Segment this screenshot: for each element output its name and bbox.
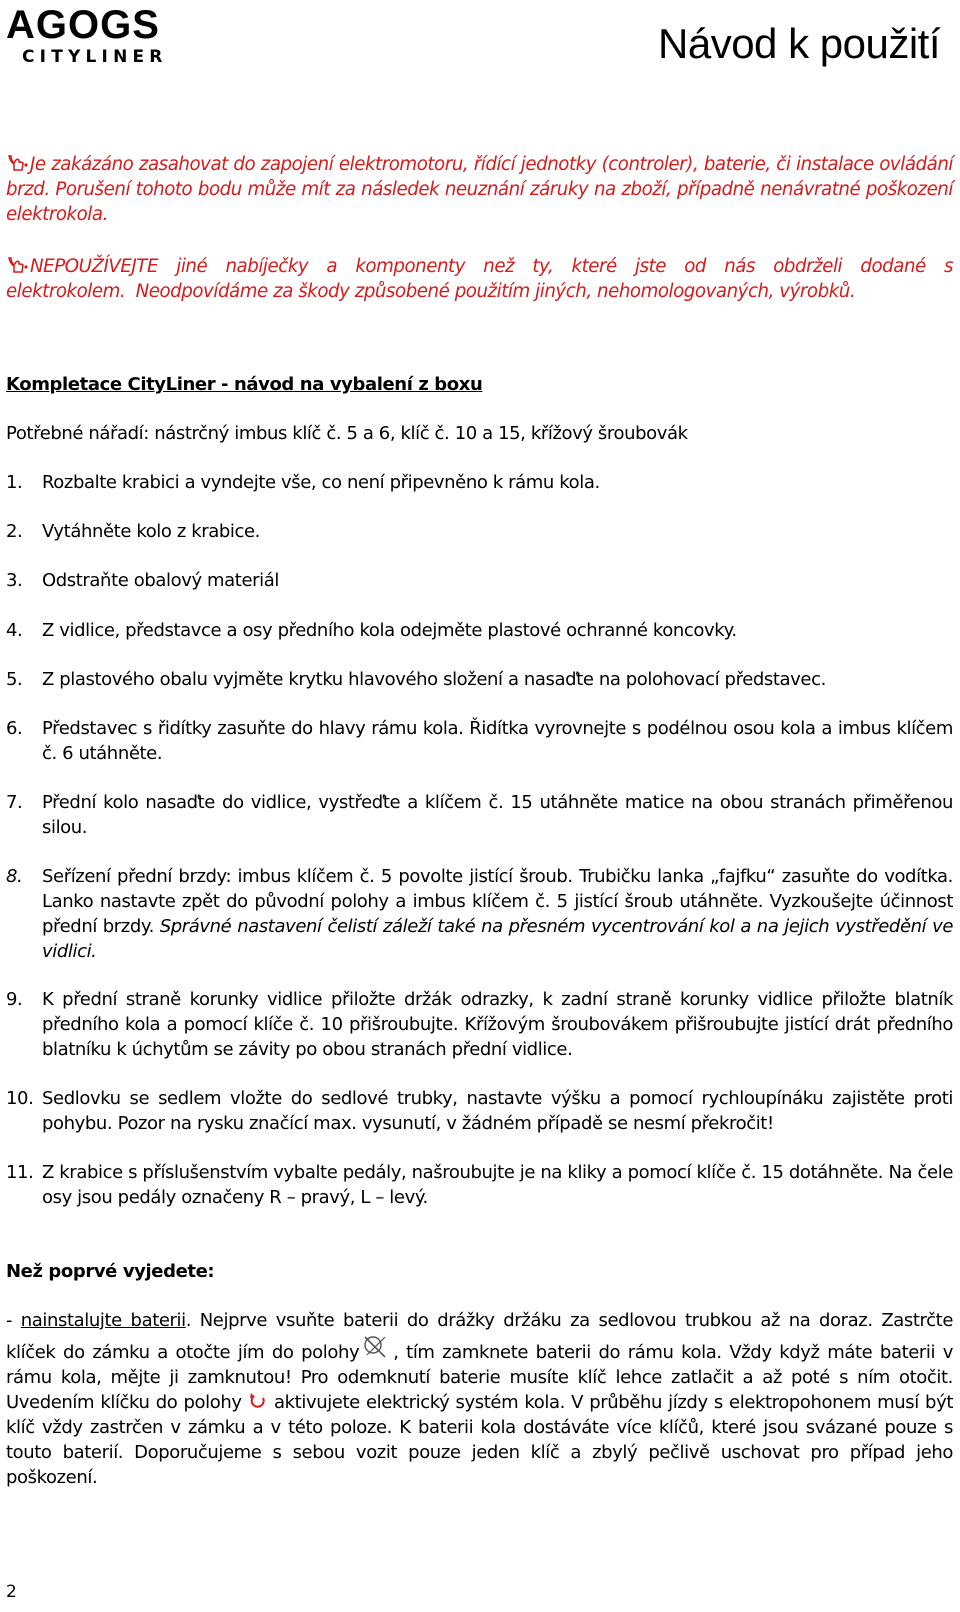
lock-position-icon	[359, 1333, 393, 1361]
list-item	[6, 790, 953, 840]
battery-instructions: - nainstalujte baterii. Nejprve vsuňte baterii do drážky držáku za sedlovou trubkou až na doraz. Zastrčte klíček do zámku a otočte jím do polohy , tím zamknete baterii do rámu kola. Vždy když máte baterii v rámu kola, mějte ji zamknutou! Pro odemknutí baterie musíte klíč lehce zatlačit a až poté s ním otočit. Uvedením klíčku do polohy aktivujete elektrický systém kola. V průběhu jízdy s elektropohonem musí být klíč vždy zastrčen v zámku a v této poloze. K baterii kola dostáváte více klíčů, které jsou svázané pouze s touto baterií. Doporučujeme s sebou vozit pouze jeden klíč a zbylý pečlivě uschovat pro případ jeho poškození.	[6, 1310, 953, 1488]
step-text: Z krabice s příslušenstvím vybalte pedály, našroubujte je na kliky a pomocí klíče č. 15 dotáhněte. Na čele osy jsou pedály označeny R – pravý, L – levý.	[42, 1162, 953, 1208]
agogs-cityliner-logo	[6, 2, 231, 68]
list-item	[6, 864, 953, 964]
svg-text:CITYLINER: CITYLINER	[22, 47, 168, 67]
step-number: 11.	[6, 1162, 34, 1183]
warning-text: NEPOUŽÍVEJTE jiné nabíječky a komponenty než ty, které jste od nás obdrželi dodané s elektrokolem.	[6, 256, 953, 302]
step-text: Odstraňte obalový materiál	[42, 570, 279, 591]
step-text: Představec s řidítky zasuňte do hlavy rámu kola. Řidítka vyrovnejte s podélnou osou kola a imbus klíčem č. 6 utáhněte.	[42, 718, 953, 764]
warning-paragraph	[6, 152, 953, 227]
step-text: Z plastového obalu vyjměte krytku hlavového složení a nasaďte na polohovací představec.	[42, 669, 826, 690]
step-number: 7.	[6, 792, 23, 813]
step-text: Seřízení přední brzdy: imbus klíčem č. 5 povolte jistící šroub. Trubičku lanka „fajfku“ zasuňte do vodítka. Lanko nastavte zpět do původní polohy a imbus klíčem č. 5 jistící šroub utáhněte. Vyzkoušejte účinnost přední brzdy. Správné nastavení čelistí záleží také na přesném vycentrování kol a na jejich vystředění ve vidlici.	[42, 866, 953, 962]
rotate-key-icon	[248, 1391, 268, 1411]
list-item	[6, 987, 953, 1062]
warning-text: Je zakázáno zasahovat do zapojení elektromotoru, řídící jednotky (controler), baterie, či instalace ovládání brzd. Porušení tohoto bodu může mít za následek neuznání záruky na zboží, případně nenávratné poškození elektrokola.	[6, 154, 953, 225]
document-title: Návod k použití	[658, 20, 940, 67]
step-text: Vytáhněte kolo z krabice.	[42, 521, 260, 542]
step-number: 5.	[6, 669, 23, 690]
step-number: 4.	[6, 620, 23, 641]
step-number: 6.	[6, 718, 23, 739]
step-text: Z vidlice, představce a osy předního kola odejměte plastové ochranné koncovky.	[42, 620, 737, 641]
section-heading: Kompletace CityLiner - návod na vybalení z boxu	[6, 374, 483, 395]
tools-list: Potřebné nářadí: nástrčný imbus klíč č. 5 a 6, klíč č. 10 a 15, křížový šroubovák	[6, 423, 688, 444]
step-text: Rozbalte krabici a vyndejte vše, co není připevněno k rámu kola.	[42, 472, 600, 493]
list-item	[6, 470, 953, 495]
list-item	[6, 1160, 953, 1210]
section-heading: Než poprvé vyjedete:	[6, 1261, 215, 1282]
step-number: 2.	[6, 521, 23, 542]
list-item	[6, 1086, 953, 1136]
list-item	[6, 568, 953, 593]
list-item	[6, 667, 953, 692]
hand-pointing-icon	[6, 256, 28, 274]
step-number: 1.	[6, 472, 23, 493]
warning-paragraph	[6, 254, 953, 304]
step-number: 3.	[6, 570, 23, 591]
svg-text:AGOGS: AGOGS	[6, 3, 160, 47]
step-number: 9.	[6, 989, 23, 1010]
list-item	[6, 618, 953, 643]
list-item	[6, 519, 953, 544]
warning-text: Neodpovídáme za škody způsobené použitím jiných, nehomologovaných, výrobků.	[135, 281, 856, 302]
step-text: K přední straně korunky vidlice přiložte držák odrazky, k zadní straně korunky vidlice přiložte blatník předního kola a pomocí klíče č. 10 přišroubujte. Křížovým šroubovákem přišroubujte jistící drát předního blatníku k úchytům se závity po obou stranách přední vidlice.	[42, 989, 953, 1060]
step-text: Sedlovku se sedlem vložte do sedlové trubky, nastavte výšku a pomocí rychloupínáku zajistěte proti pohybu. Pozor na rysku značící max. vysunutí, v žádném případě se nesmí překročit!	[42, 1088, 953, 1134]
step-number: 10.	[6, 1088, 34, 1109]
list-item	[6, 716, 953, 766]
page-number: 2	[6, 1582, 17, 1602]
step-number: 8.	[6, 866, 23, 887]
step-text: Přední kolo nasaďte do vidlice, vystřeďte a klíčem č. 15 utáhněte matice na obou stranách přiměřenou silou.	[42, 792, 953, 838]
install-battery-link: nainstalujte baterii	[20, 1310, 186, 1331]
step-note: Správné nastavení čelistí záleží také na přesném vycentrování kol a na jejich vystředění ve vidlici.	[42, 916, 953, 962]
hand-pointing-icon	[6, 154, 28, 172]
